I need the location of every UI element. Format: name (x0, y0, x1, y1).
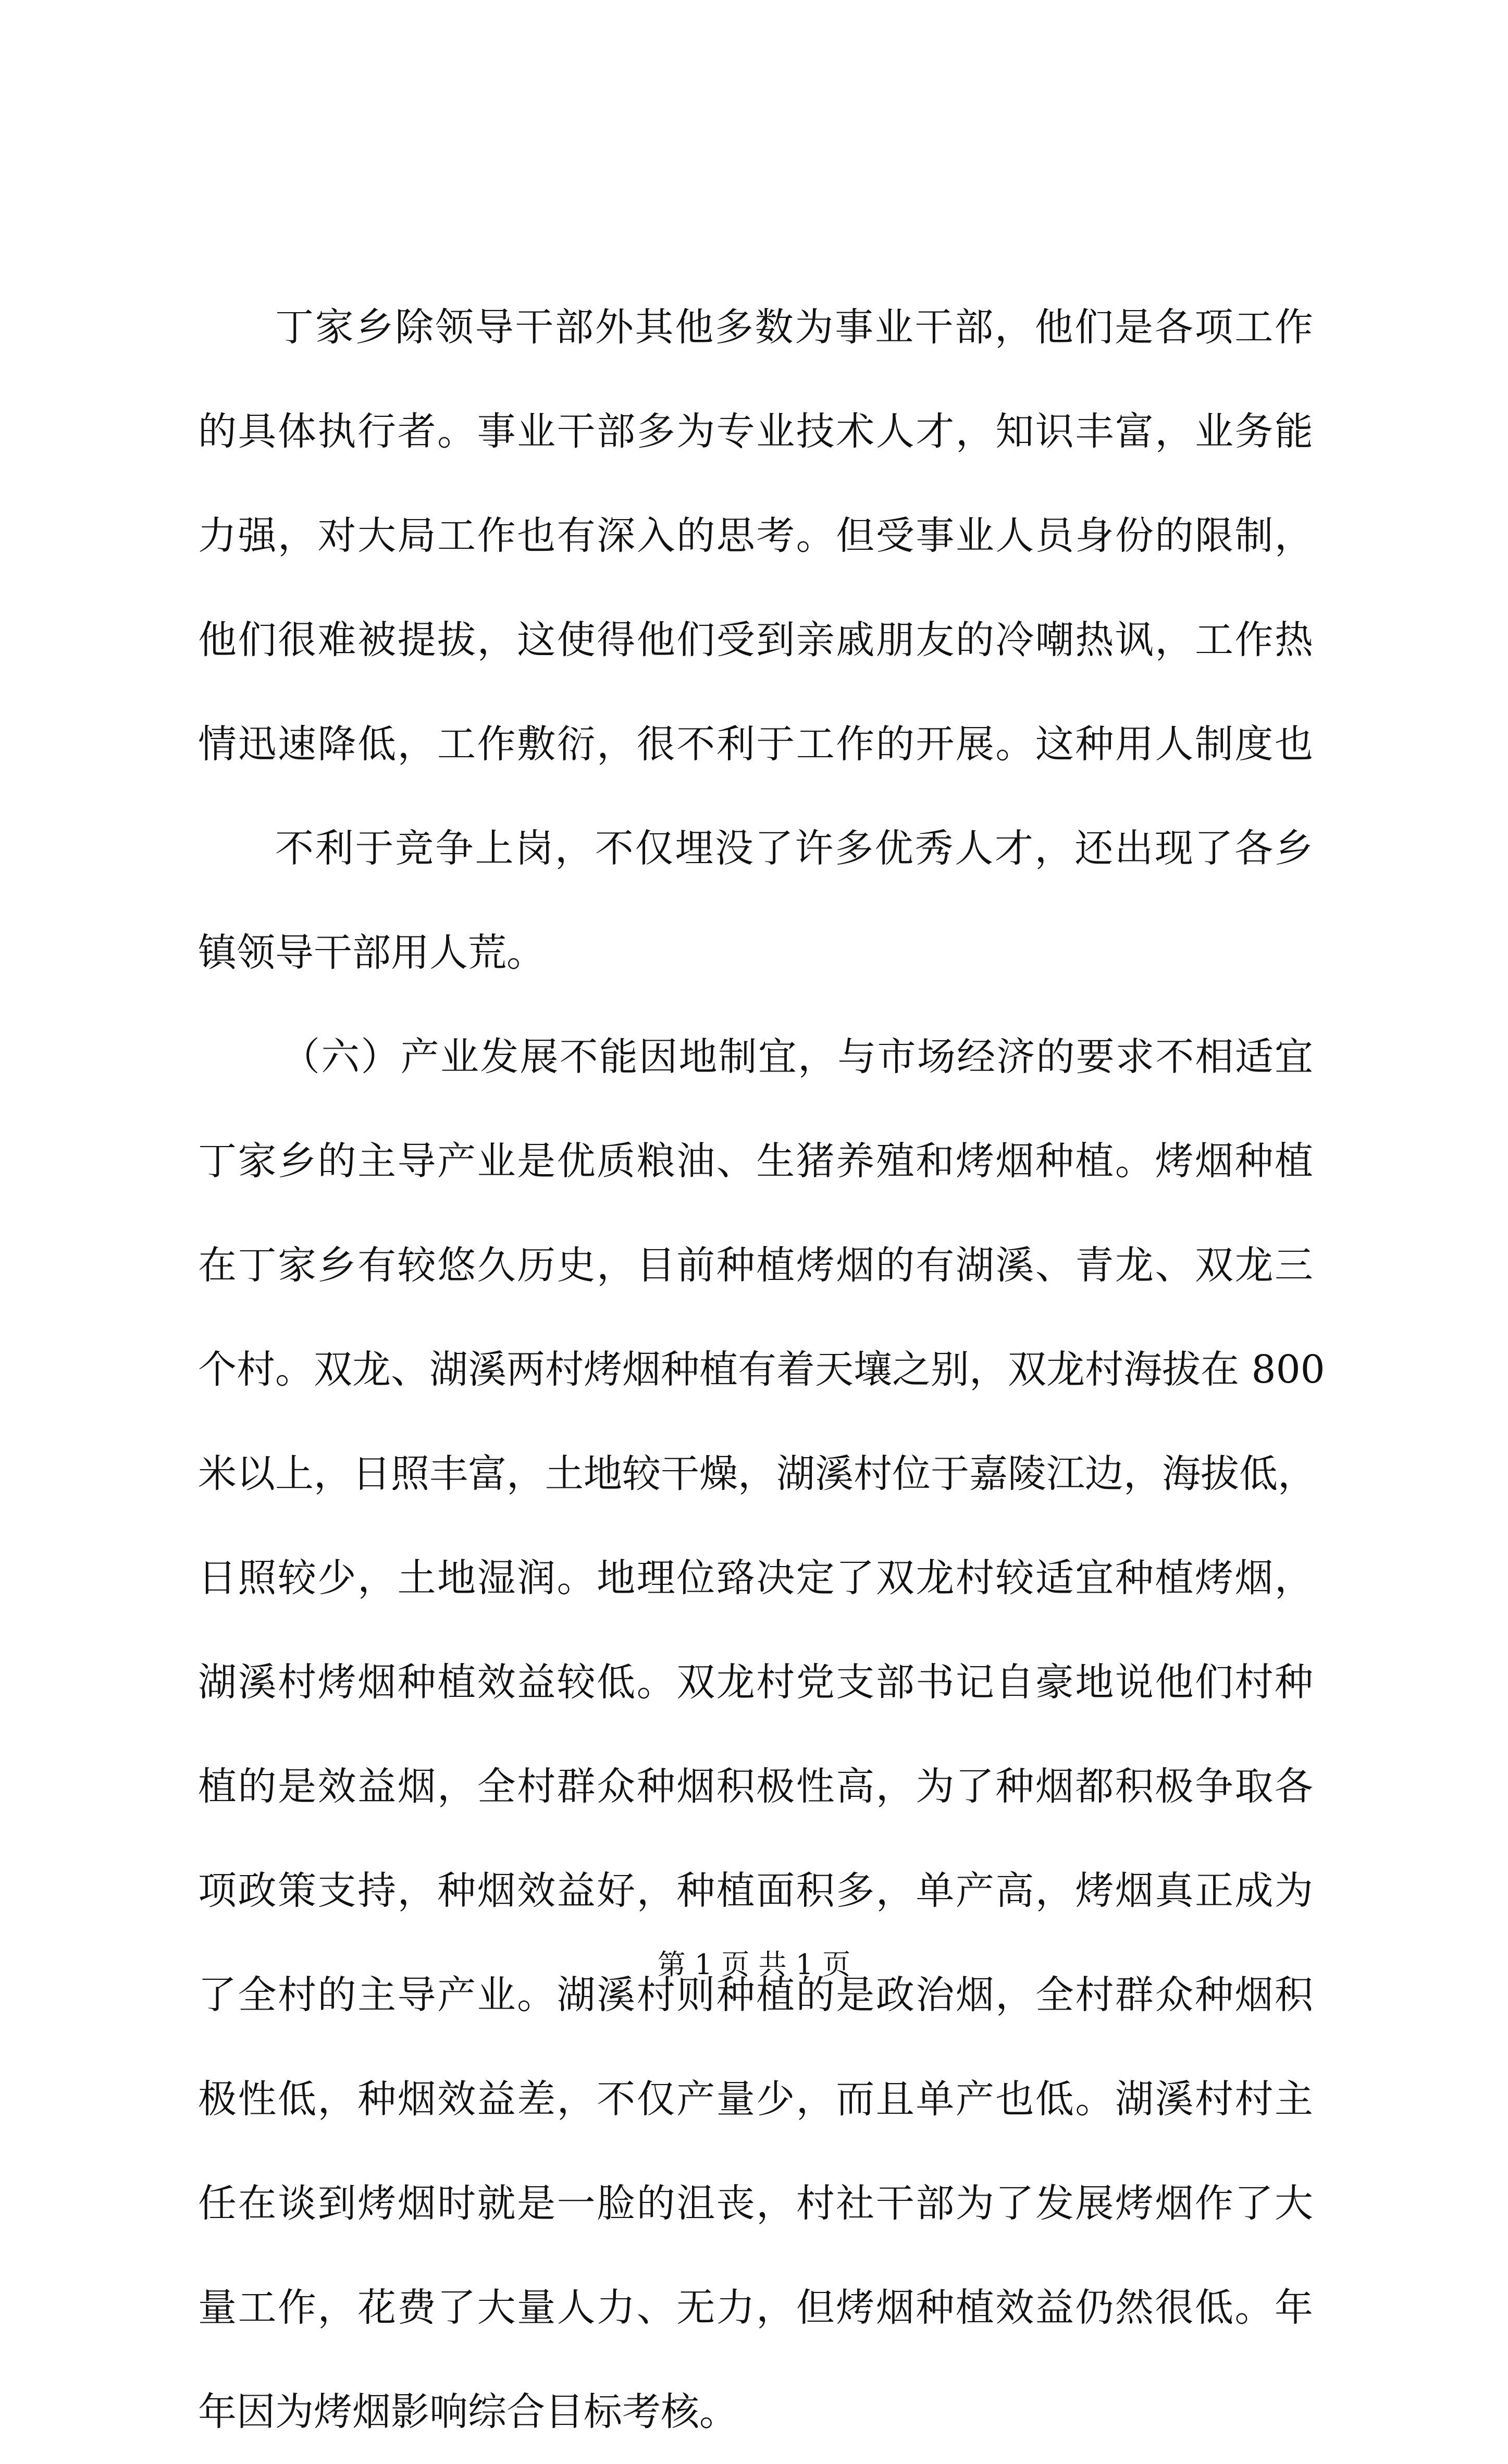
section-heading: （六）产业发展不能因地制宜，与市场经济的要求不相适宜 (281, 1034, 1313, 1079)
text-line: 量工作，花费了大量人力、无力，但烤烟种植效益仍然很低。年 (198, 2285, 1313, 2330)
page-footer: 第 1 页 共 1 页 (657, 1948, 851, 1981)
text-line: 不利于竞争上岗，不仅埋没了许多优秀人才，还出现了各乡 (275, 826, 1313, 871)
text-line: 个村。双龙、湖溪两村烤烟种植有着天壤之别，双龙村海拔在 800 (198, 1347, 1325, 1392)
text-line: 他们很难被提拔，这使得他们受到亲戚朋友的冷嘲热讽，工作热 (198, 618, 1313, 662)
text-line: 丁家乡的主导产业是优质粮油、生猪养殖和烤烟种植。烤烟种植 (198, 1139, 1313, 1184)
text-line: 米以上，日照丰富，土地较干燥，湖溪村位于嘉陵江边，海拔低， (198, 1451, 1316, 1496)
text-line: 极性低，种烟效益差，不仅产量少，而且单产也低。湖溪村村主 (198, 2077, 1313, 2122)
text-line: 项政策支持，种烟效益好，种植面积多，单产高，烤烟真正成为 (198, 1868, 1313, 1913)
text-line: 情迅速降低，工作敷衍，很不利于工作的开展。这种用人制度也 (198, 722, 1313, 767)
text-line: 丁家乡除领导干部外其他多数为事业干部，他们是各项工作 (275, 305, 1313, 350)
body-text (198, 275, 1325, 2464)
text-line: 植的是效益烟，全村群众种烟积极性高，为了种烟都积极争取各 (198, 1764, 1313, 1809)
text-line: 镇领导干部用人荒。 (198, 930, 545, 975)
text-line: 在丁家乡有较悠久历史，目前种植烤烟的有湖溪、青龙、双龙三 (198, 1243, 1313, 1288)
text-line: 年因为烤烟影响综合目标考核。 (198, 2389, 738, 2434)
text-line: 任在谈到烤烟时就是一脸的沮丧，村社干部为了发展烤烟作了大 (198, 2181, 1313, 2226)
text-line: 力强，对大局工作也有深入的思考。但受事业人员身份的限制， (198, 513, 1313, 558)
text-line: 日照较少，土地湿润。地理位臵决定了双龙村较适宜种植烤烟， (198, 1556, 1313, 1600)
text-line: 的具体执行者。事业干部多为专业技术人才，知识丰富，业务能 (198, 409, 1313, 454)
text-line: 了全村的主导产业。湖溪村则种植的是政治烟，全村群众种烟积 (198, 1973, 1313, 2017)
text-line: 湖溪村烤烟种植效益较低。双龙村党支部书记自豪地说他们村种 (198, 1660, 1313, 1705)
